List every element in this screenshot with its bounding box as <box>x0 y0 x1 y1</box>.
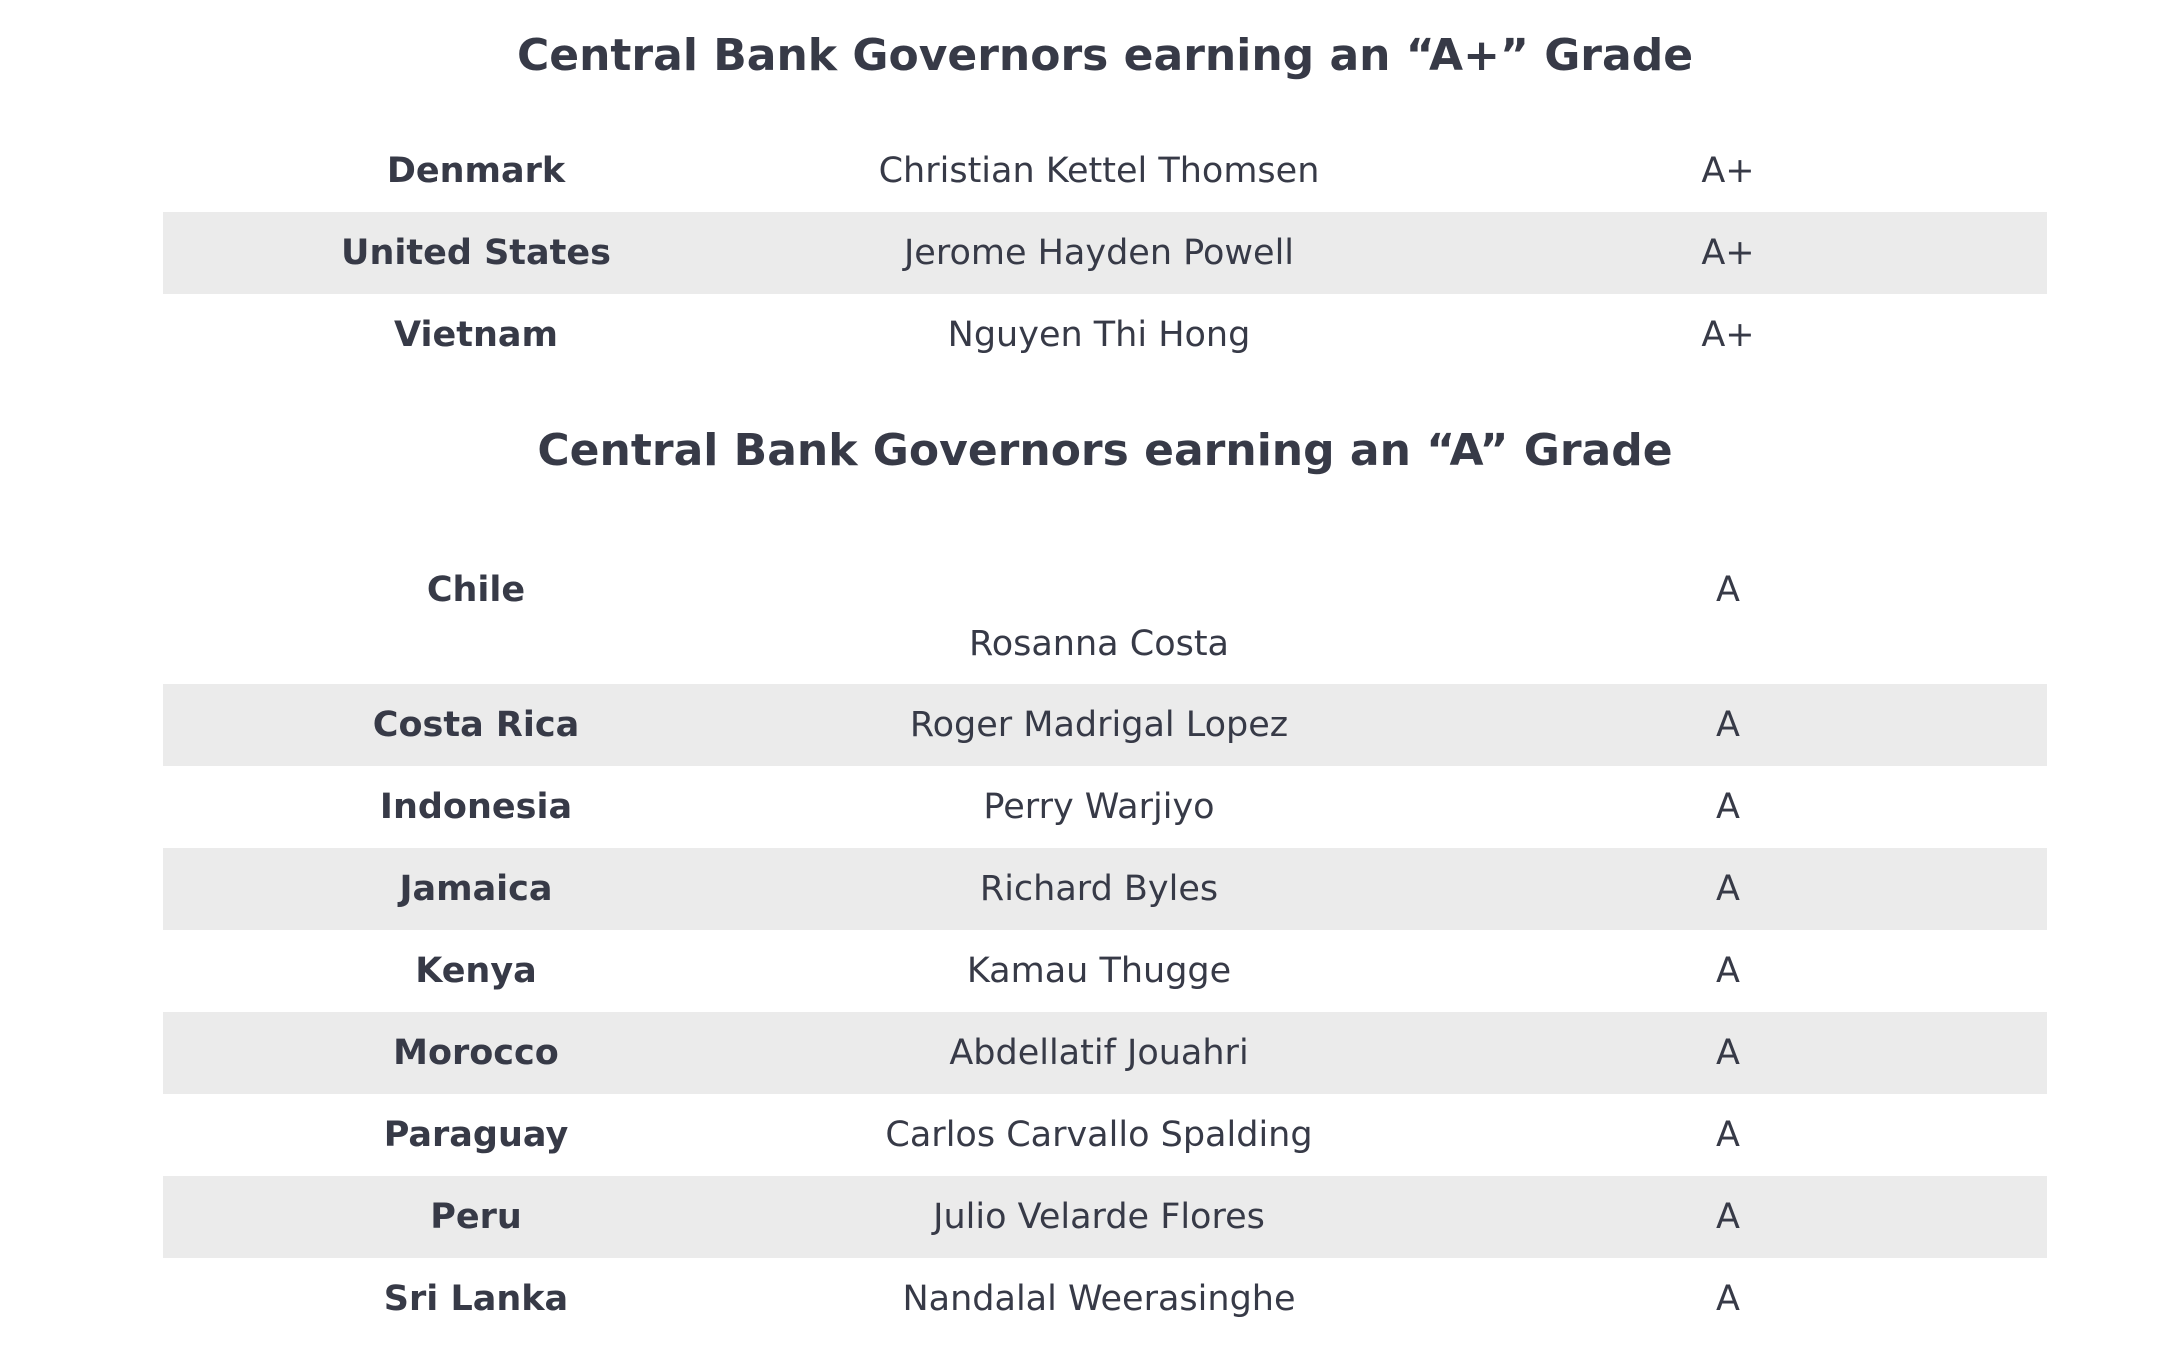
grade-cell: A+ <box>1701 151 1755 191</box>
grade-cell: A <box>1409 684 2047 766</box>
table-row <box>163 930 2047 1012</box>
grade-cell: A <box>1716 570 1740 610</box>
governor-cell: Roger Madrigal Lopez <box>789 684 1409 766</box>
governor-cell: Jerome Hayden Powell <box>789 212 1409 294</box>
grade-cell: A <box>1716 1279 1740 1319</box>
table-row <box>163 540 2047 684</box>
grade-cell: A <box>1409 1012 2047 1094</box>
country-cell: Denmark <box>386 151 566 191</box>
governor-cell: Kamau Thugge <box>966 951 1232 991</box>
grade-cell: A+ <box>1701 315 1755 355</box>
country-cell: Costa Rica <box>163 684 789 766</box>
governor-cell: Carlos Carvallo Spalding <box>885 1115 1313 1155</box>
country-cell: Sri Lanka <box>383 1279 569 1319</box>
grade-table-a-plus <box>163 130 2047 376</box>
governor-cell: Richard Byles <box>789 848 1409 930</box>
country-cell: Peru <box>163 1176 789 1258</box>
table-row <box>163 766 2047 848</box>
grade-cell: A+ <box>1409 212 2047 294</box>
table-row <box>163 1094 2047 1176</box>
country-cell: United States <box>163 212 789 294</box>
table-row <box>163 1258 2047 1340</box>
grade-cell: A <box>1716 787 1740 827</box>
table-row <box>163 130 2047 212</box>
grade-table-a <box>163 540 2047 1340</box>
country-cell: Paraguay <box>383 1115 569 1155</box>
section-title-a-plus: Central Bank Governors earning an “A+” Grade <box>516 30 1694 81</box>
governor-cell: Perry Warjiyo <box>983 787 1215 827</box>
table-row <box>163 1012 2047 1094</box>
country-cell: Indonesia <box>379 787 573 827</box>
country-cell: Jamaica <box>163 848 789 930</box>
country-cell: Vietnam <box>394 315 558 355</box>
governor-cell: Nguyen Thi Hong <box>947 315 1251 355</box>
country-cell: Chile <box>426 570 526 610</box>
governor-cell: Abdellatif Jouahri <box>789 1012 1409 1094</box>
country-cell: Kenya <box>415 951 537 991</box>
table-row <box>163 848 2047 930</box>
country-cell: Morocco <box>163 1012 789 1094</box>
grade-cell: A <box>1409 848 2047 930</box>
grade-cell: A <box>1716 951 1740 991</box>
governor-cell: Nandalal Weerasinghe <box>902 1279 1296 1319</box>
section-title-a: Central Bank Governors earning an “A” Grade <box>537 425 1673 476</box>
table-row <box>163 212 2047 294</box>
governor-cell: Rosanna Costa <box>968 624 1230 664</box>
table-row <box>163 1176 2047 1258</box>
grade-cell: A <box>1409 1176 2047 1258</box>
grade-cell: A <box>1716 1115 1740 1155</box>
table-row <box>163 294 2047 376</box>
table-row <box>163 684 2047 766</box>
governor-cell: Julio Velarde Flores <box>789 1176 1409 1258</box>
governor-cell: Christian Kettel Thomsen <box>878 151 1320 191</box>
